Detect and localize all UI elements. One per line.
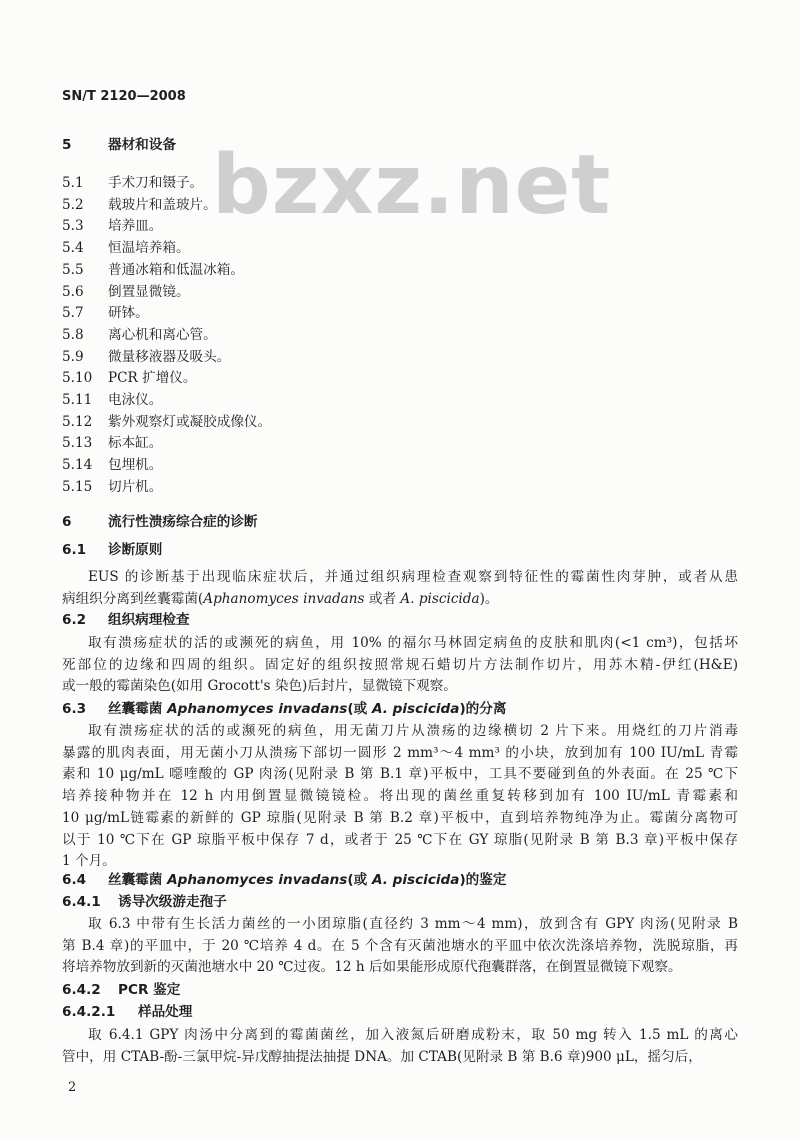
item-text: 培养皿。 — [108, 218, 163, 235]
list-item — [62, 282, 738, 303]
list-item — [62, 216, 738, 237]
item-number: 5.14 — [62, 457, 93, 474]
paragraph-line: 死部位的边缘和四周的组织。固定好的组织按照常规石蜡切片方法制作切片，用苏木精-伊红(H&E) — [62, 656, 738, 673]
page-number: 2 — [68, 1080, 77, 1095]
text: )。 — [479, 591, 499, 607]
paragraph-line: 取有溃疡症状的活的或濒死的病鱼，用 10% 的福尔马林固定病鱼的皮肤和肌肉(<1 cm³)，包括坏 — [88, 635, 738, 651]
section-title: PCR 鉴定 — [118, 982, 181, 998]
list-item — [62, 303, 738, 324]
section-number: 6.4 — [62, 872, 87, 888]
section-title: 流行性溃疡综合症的诊断 — [108, 514, 258, 530]
section-number: 6.4.2.1 — [62, 1004, 116, 1020]
paragraph-line: 将培养物放到新的灭菌池塘水中 20 ℃过夜。12 h 后如果能形成原代孢囊群落，在倒置显微镜下观察。 — [62, 959, 682, 976]
item-text: 包埋机。 — [108, 457, 163, 474]
text: )的分离 — [459, 701, 507, 717]
item-number: 5.7 — [62, 305, 84, 322]
section-number: 6 — [62, 514, 72, 530]
item-number: 5.3 — [62, 218, 84, 235]
species-name: Aphanomyces invadans — [203, 591, 365, 607]
item-number: 5.11 — [62, 392, 93, 408]
item-number: 5.13 — [62, 435, 93, 452]
item-text: 研钵。 — [108, 305, 149, 322]
paragraph-line — [62, 589, 738, 610]
list-item — [62, 195, 738, 216]
text: 或者 — [364, 591, 401, 607]
paragraph-line: 暴露的肌肉表面，用无菌小刀从溃疡下部切一圆形 2 mm³～4 mm³ 的小块，放到加有 100 IU/mL 青霉 — [62, 744, 738, 761]
item-number: 5.4 — [62, 240, 84, 257]
list-item — [62, 368, 738, 389]
paragraph-line: 取 6.4.1 GPY 肉汤中分离到的霉菌菌丝，加入液氮后研磨成粉末，取 50 mg 转入 1.5 mL 的离心 — [88, 1027, 738, 1043]
paragraph-line: 或一般的霉菌染色(如用 Grocott's 染色)后封片，显微镜下观察。 — [62, 678, 457, 695]
list-item — [62, 347, 738, 368]
section-6-4-1-heading — [62, 892, 738, 913]
item-text: 恒温培养箱。 — [108, 240, 190, 257]
text: 丝囊霉菌 — [108, 872, 168, 888]
paragraph-line: 10 μg/mL链霉素的新鲜的 GP 琼脂(见附录 B 第 B.2 章)平板中，直到培养物纯净为止。霉菌分离物可 — [62, 809, 738, 826]
section-6-1-heading — [62, 540, 738, 561]
section-6-heading — [62, 512, 738, 533]
section-title: 组织病理检查 — [108, 612, 190, 628]
section-6-4-heading — [62, 870, 738, 891]
section-title: 诱导次级游走孢子 — [118, 894, 227, 910]
paragraph-line: 取 6.3 中带有生长活力菌丝的一小团琼脂(直径约 3 mm～4 mm)，放到含有 GPY 肉汤(见附录 B — [88, 916, 738, 932]
paragraph-line: 取有溃疡症状的活的或濒死的病鱼，用无菌刀片从溃疡的边缘横切 2 片下来。用烧红的刀片消毒 — [88, 723, 738, 739]
item-number: 5.12 — [62, 413, 93, 430]
section-6-3-heading — [62, 699, 738, 720]
item-text: 普通冰箱和低温冰箱。 — [108, 261, 244, 278]
item-text: 电泳仪。 — [108, 392, 163, 408]
paragraph-line: 以于 10 ℃下在 GP 琼脂平板中保存 7 d，或者于 25 ℃下在 GY 琼脂(见附录 B 第 B.3 章)平板中保存 — [62, 831, 738, 848]
paragraph-line: 第 B.4 章)的平皿中，于 20 ℃培养 4 d。在 5 个含有灭菌池塘水的平皿中依次洗涤培养物，洗脱琼脂，再 — [62, 937, 738, 954]
paragraph-line: 1 个月。 — [62, 853, 116, 870]
text: )的鉴定 — [459, 872, 507, 888]
item-number: 5.6 — [62, 283, 84, 300]
species-name: Aphanomyces invadans — [167, 872, 348, 888]
item-number: 5.1 — [62, 175, 84, 191]
paragraph-line: 素和 10 μg/mL 噁喹酸的 GP 肉汤(见附录 B 第 B.1 章)平板中，工具不要碰到鱼的外表面。在 25 ℃下 — [62, 766, 738, 783]
list-item — [62, 477, 738, 498]
item-text: 切片机。 — [108, 478, 163, 495]
list-item — [62, 412, 738, 433]
section-6-4-2-1-heading — [62, 1002, 738, 1023]
item-number: 5.15 — [62, 478, 93, 495]
text: (或 — [347, 701, 372, 717]
item-number: 5.9 — [62, 348, 84, 365]
section-6-2-heading — [62, 610, 738, 631]
species-name: Aphanomyces invadans — [167, 701, 348, 717]
text: 丝囊霉菌 — [108, 701, 168, 717]
item-text: 紫外观察灯或凝胶成像仪。 — [108, 413, 272, 430]
item-number: 5.8 — [62, 326, 84, 343]
item-text: 载玻片和盖玻片。 — [108, 196, 217, 213]
standard-number-header: SN/T 2120—2008 — [62, 89, 186, 104]
list-item — [62, 390, 738, 411]
section-5-heading — [62, 135, 738, 156]
list-item — [62, 455, 738, 476]
section-number: 6.3 — [62, 701, 87, 717]
item-text: 倒置显微镜。 — [108, 283, 190, 300]
species-name: A. piscicida — [400, 591, 480, 607]
item-number: 5.5 — [62, 261, 84, 278]
species-name: A. piscicida — [371, 701, 460, 717]
section-number: 6.2 — [62, 612, 87, 628]
item-text: PCR 扩增仪。 — [108, 370, 197, 387]
list-item — [62, 260, 738, 281]
list-item — [62, 433, 738, 454]
list-item — [62, 325, 738, 346]
text: 病组织分离到丝囊霉菌( — [62, 591, 204, 607]
paragraph-line: 管中，用 CTAB-酚-三氯甲烷-异戊醇抽提法抽提 DNA。加 CTAB(见附录 B 第 B.6 章)900 μL，摇匀后， — [62, 1048, 702, 1065]
list-item — [62, 238, 738, 259]
section-number: 6.4.2 — [62, 982, 101, 998]
section-number: 6.1 — [62, 542, 87, 558]
text: (或 — [347, 872, 372, 888]
item-number: 5.2 — [62, 196, 84, 213]
item-text: 离心机和离心管。 — [108, 326, 217, 343]
section-number: 6.4.1 — [62, 894, 101, 910]
watermark: bzxz.net — [212, 138, 612, 233]
paragraph-line: 培养接种物并在 12 h 内用倒置显微镜镜检。将出现的菌丝重复转移到加有 100 IU/mL 青霉素和 — [62, 788, 738, 805]
section-number: 5 — [62, 137, 72, 153]
item-text: 微量移液器及吸头。 — [108, 348, 231, 365]
section-title: 器材和设备 — [108, 137, 176, 153]
list-item — [62, 173, 738, 194]
species-name: A. piscicida — [371, 872, 460, 888]
section-6-4-2-heading — [62, 980, 738, 1001]
item-text: 标本缸。 — [108, 435, 163, 452]
item-number: 5.10 — [62, 370, 93, 387]
section-title: 诊断原则 — [108, 542, 163, 558]
paragraph-line: EUS 的诊断基于出现临床症状后，并通过组织病理检查观察到特征性的霉菌性肉芽肿，或者从患 — [88, 569, 738, 585]
section-title: 样品处理 — [138, 1004, 193, 1020]
item-text: 手术刀和镊子。 — [108, 175, 204, 191]
